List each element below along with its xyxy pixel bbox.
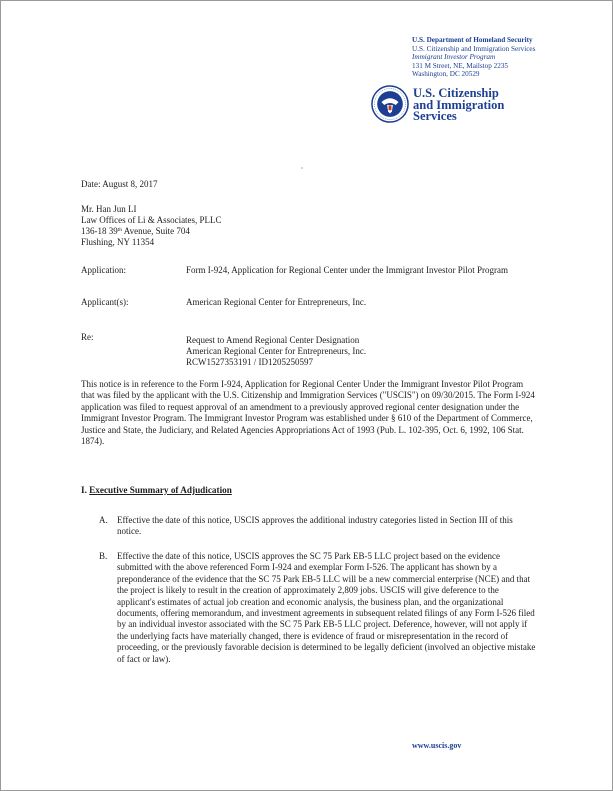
department-name: U.S. Department of Homeland Security: [412, 36, 533, 44]
letter-date: Date: August 8, 2017: [81, 179, 158, 189]
applicant-value: American Regional Center for Entrepreneurs, Inc.: [186, 297, 367, 307]
street-rest: Avenue, Suite 704: [122, 226, 190, 236]
recipient-city: Flushing, NY 11354: [81, 237, 155, 247]
re-line-3: RCW1527353191 / ID1205250597: [186, 357, 313, 367]
logo-line-3: Services: [413, 109, 457, 123]
application-label: Application:: [81, 265, 126, 275]
recipient-address: [81, 204, 222, 248]
agency-city: Washington, DC 20529: [412, 70, 480, 78]
item-b-letter: B.: [99, 551, 108, 561]
application-value: Form I-924, Application for Regional Center under the Immigrant Investor Pilot Program: [186, 265, 508, 275]
item-a-text: Effective the date of this notice, USCIS approves the additional industry categories listed in Section III of this notice.: [117, 515, 513, 537]
recipient-name: Mr. Han Jun LI: [81, 204, 137, 214]
street-number: 136-18 39: [81, 226, 118, 236]
applicant-label: Applicant(s):: [81, 297, 129, 307]
service-name: U.S. Citizenship and Immigration Services: [412, 44, 536, 53]
item-a-letter: A.: [99, 515, 108, 525]
scan-speck: [301, 167, 303, 169]
footer-website-link[interactable]: www.uscis.gov: [412, 741, 462, 750]
intro-paragraph: This notice is in reference to the Form I-924, Application for Regional Center Under the Immigrant Investor Pilot Program that was filed by the applicant with the U.S. Citizenship and Immigration Services ("USCIS") on 09/30/2015. The Form I-924 application was filed to request approval of an amendment to a previously approved regional center designation under the Immigrant Investor Program. The Immigrant Investor Program was established under § 610 of the Department of Commerce, Justice and State, the Judiciary, and Related Agencies Appropriations Act of 1993 (Pub. L. 102-395, Oct. 6, 1992, 106 Stat. 1874).: [81, 379, 535, 447]
street-ordinal: th: [117, 227, 123, 233]
section-heading: [81, 485, 232, 496]
program-name: Immigrant Investor Program: [412, 53, 496, 61]
re-line-2: American Regional Center for Entrepreneurs, Inc.: [186, 346, 367, 356]
section-title: Executive Summary of Adjudication: [89, 485, 232, 495]
re-label: Re:: [81, 332, 94, 342]
uscis-logo-text: [413, 88, 504, 123]
logo-line-2: and Immigration: [413, 97, 505, 112]
re-value: [186, 335, 536, 368]
re-line-1: Request to Amend Regional Center Designation: [186, 335, 360, 345]
item-b-text: Effective the date of this notice, USCIS approves the SC 75 Park EB-5 LLC project based on the evidence submitted with the above referenced Form I-924 and exemplar Form I-526. The applicant has shown by a preponderance of the evidence that the SC 75 Park EB-5 LLC will be a new commercial enterprise (NCE) and that the project is likely to result in the creation of approximately 2,809 jobs. USCIS will give deference to the applicant's estimates of actual job creation and economic analysis, the business plan, and the organizational documents, offering memorandum, and investment agreements in subsequent related filings of any Form I-526 filed by an individual investor associated with the SC 75 Park EB-5 LLC project. Deference, however, will not apply if the underlying facts have materially changed, there is evidence of fraud or misrepresentation in the record of proceeding, or the previously favorable decision is determined to be legally deficient (involved an objective mistake of fact or law).: [117, 551, 536, 664]
recipient-firm: Law Offices of Li & Associates, PLLC: [81, 215, 222, 225]
recipient-street: [81, 226, 222, 237]
agency-address-block: [412, 36, 602, 79]
dhs-seal-icon: [371, 85, 409, 123]
agency-street: 131 M Street, NE, Mailstop 2235: [412, 61, 509, 70]
section-number: I.: [81, 485, 87, 495]
logo-line-1: U.S. Citizenship: [413, 86, 499, 100]
